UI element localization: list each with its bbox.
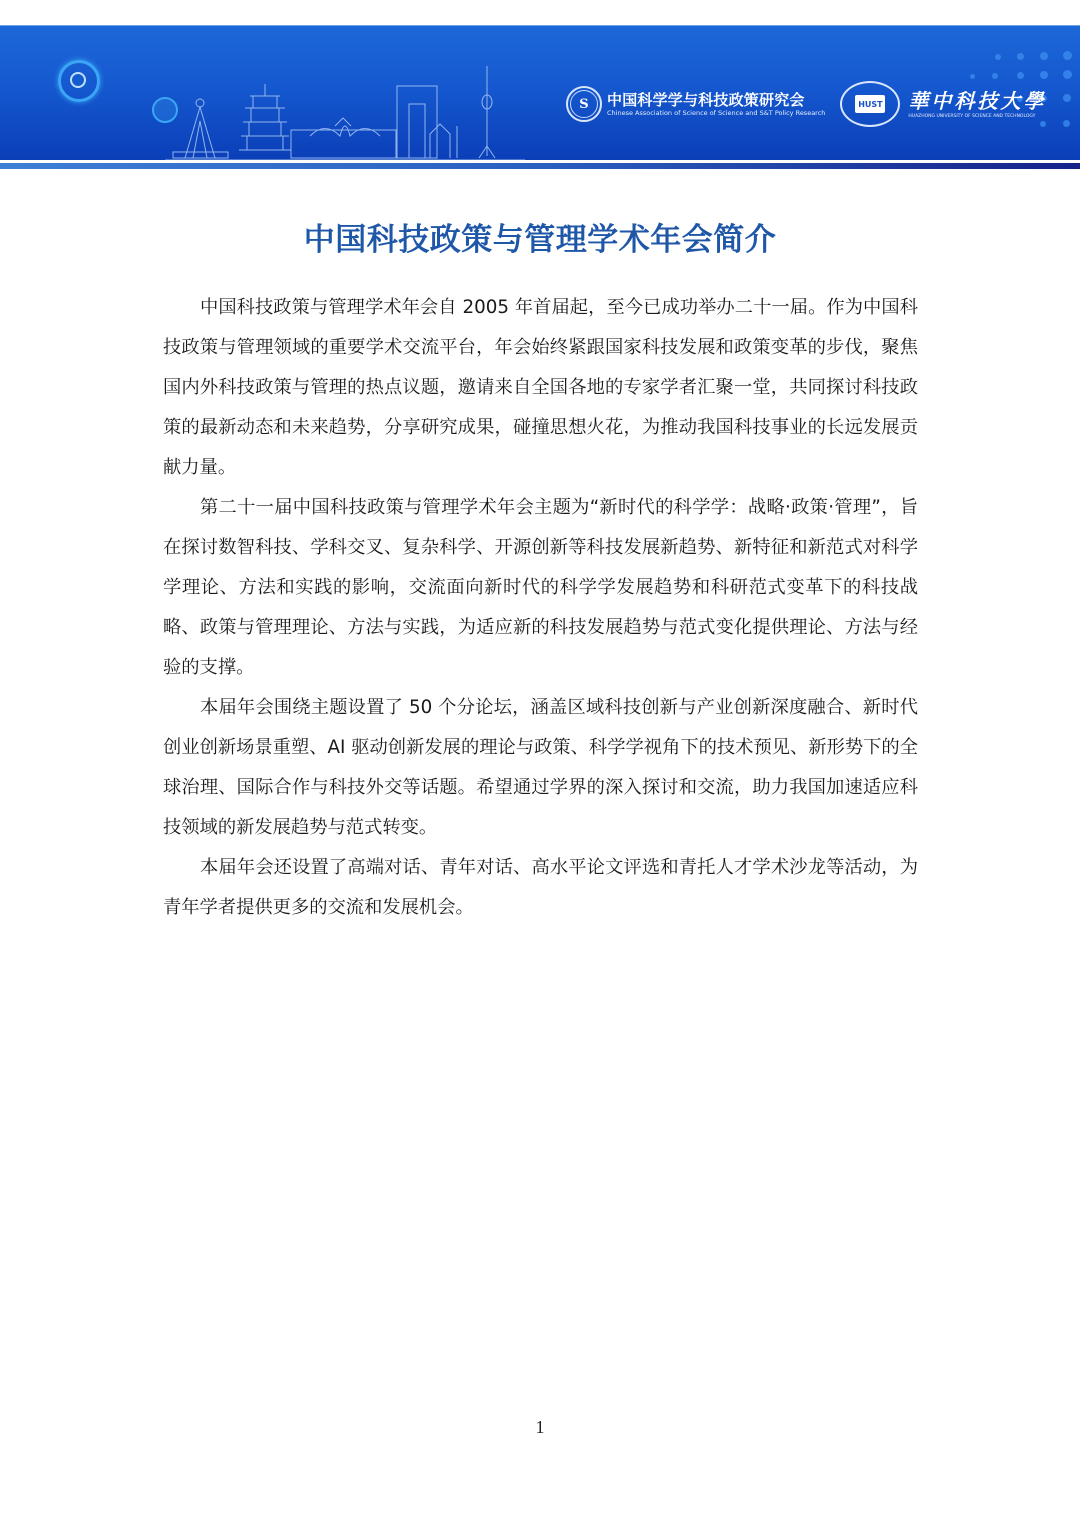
- header-banner: [0, 26, 1080, 160]
- header-divider-blue: [0, 163, 1080, 169]
- circle-ornament-icon: [58, 60, 100, 102]
- paragraph-history: 中国科技政策与管理学术年会自 2005 年首届起，至今已成功举办二十一届。作为中国科技政策与管理领域的重要学术交流平台，年会始终紧跟国家科技发展和政策变革的步伐，聚焦国内外科技政策与管理的热点议题，邀请来自全国各地的专家学者汇聚一堂，共同探讨科技政策的最新动态和未来趋势，分享研究成果，碰撞思想火花，为推动我国科技事业的长远发展贡献力量。: [163, 297, 918, 478]
- org1-name-cn: 中国科学学与科技政策研究会: [607, 90, 805, 109]
- paragraph-activities: 本届年会还设置了高端对话、青年对话、高水平论文评选和青托人才学术沙龙等活动，为青年学者提供更多的交流和发展机会。: [163, 857, 918, 918]
- hust-seal-icon: HUST: [840, 81, 900, 127]
- org2-name: [908, 89, 1046, 120]
- org1-name: [607, 91, 825, 118]
- paragraph-theme: 第二十一届中国科技政策与管理学术年会主题为“新时代的科学学：战略·政策·管理”，旨在探讨数智科技、学科交叉、复杂科学、开源创新等科技发展新趋势、新特征和新范式对科学学理论、方法和实践的影响，交流面向新时代的科学学发展趋势和科研范式变革下的科技战略、政策与管理理论、方法与实践，为适应新的科技发展趋势与范式变化提供理论、方法与经验的支撑。: [163, 497, 918, 678]
- city-skyline-illustration: [165, 66, 525, 160]
- org2-name-en: HUAZHONG UNIVERSITY OF SCIENCE AND TECHNOLOGY: [908, 113, 1036, 119]
- page-title: 中国科技政策与管理学术年会简介: [303, 222, 777, 258]
- org2-name-cn: 華中科技大學: [908, 88, 1047, 113]
- page-number: 1: [535, 1417, 545, 1437]
- document-body: [163, 288, 918, 928]
- cassst-seal-icon: S: [566, 86, 602, 122]
- org1-name-en: Chinese Association of Science of Science and S&T Policy Research: [607, 108, 826, 117]
- paragraph-forums: 本届年会围绕主题设置了 50 个分论坛，涵盖区域科技创新与产业创新深度融合、新时代创业创新场景重塑、AI 驱动创新发展的理论与政策、科学学视角下的技术预见、新形势下的全球治理、国际合作与科技外交等话题。希望通过学界的深入探讨和交流，助力我国加速适应科技领域的新发展趋势与范式转变。: [163, 697, 918, 838]
- organizer-logos: [566, 79, 1046, 129]
